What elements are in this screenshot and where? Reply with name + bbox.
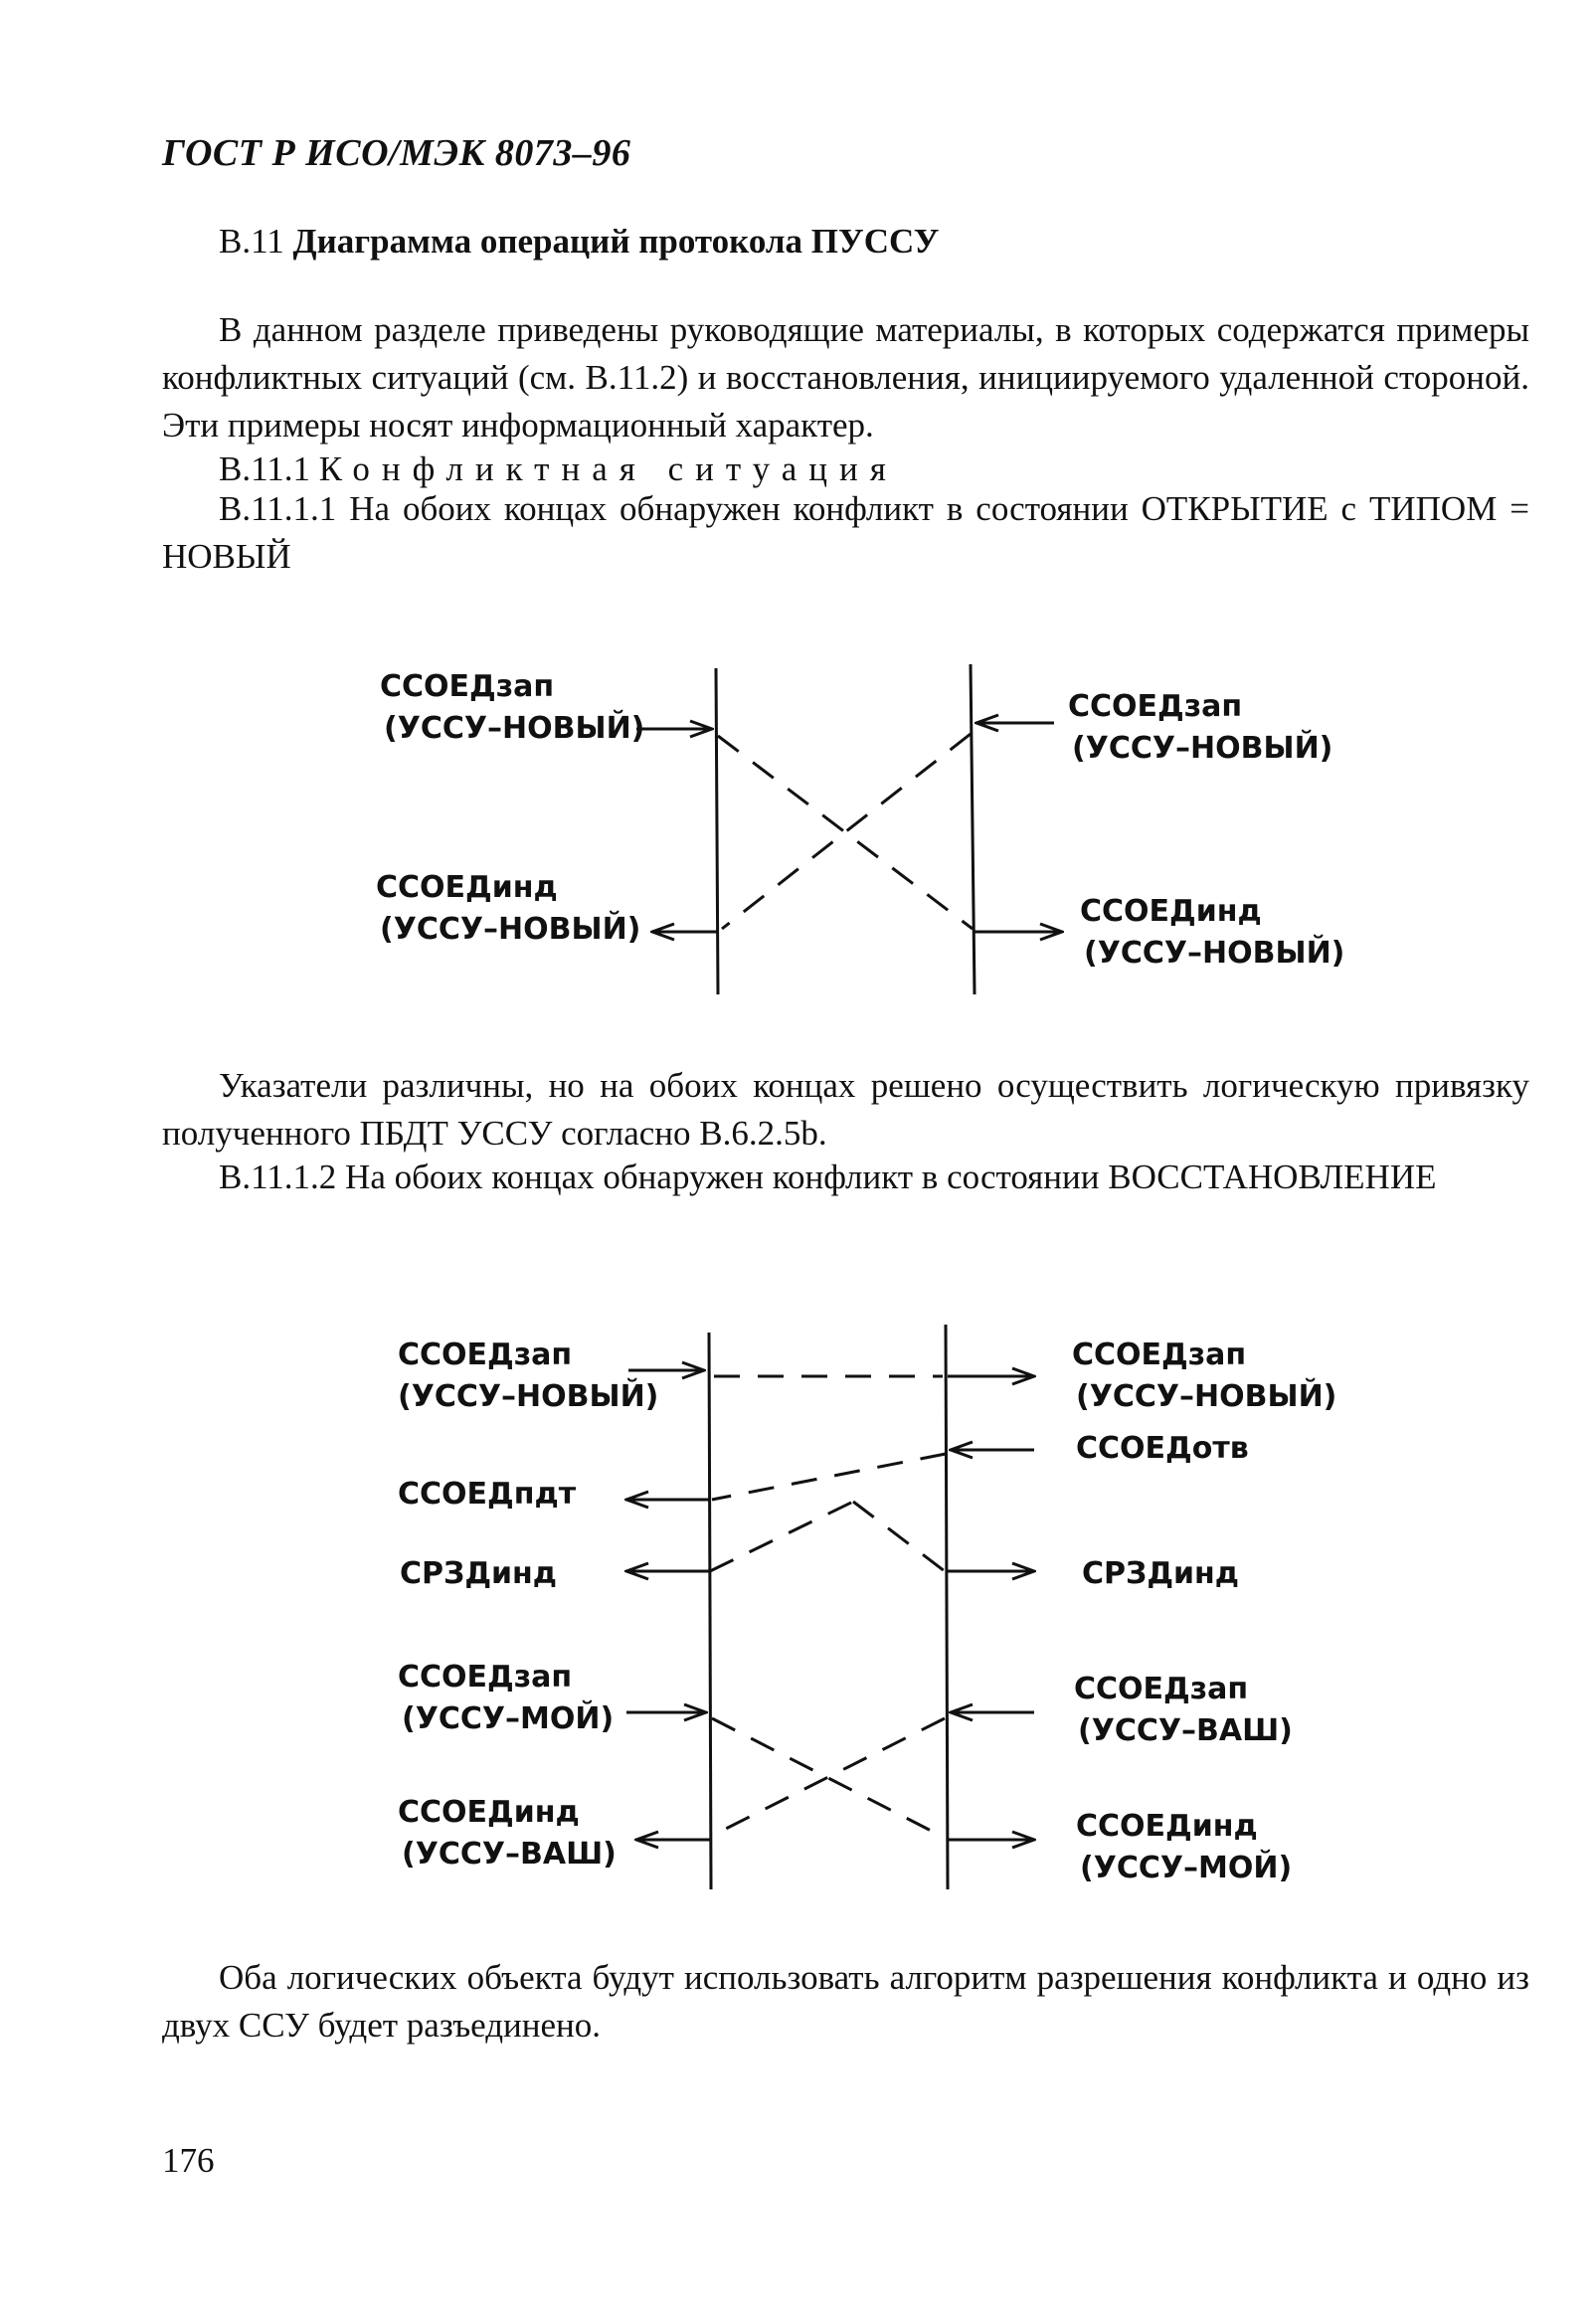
timeline-left — [716, 668, 718, 994]
d1-right-top-l2: (УССУ–НОВЫЙ) — [1072, 731, 1333, 766]
document-header: ГОСТ Р ИСО/МЭК 8073–96 — [162, 132, 631, 174]
section-number: B.11 — [219, 222, 284, 261]
section-title: Диаграмма операций протокола ПУССУ — [292, 222, 940, 261]
d2-right5-l1: ССОЕДинд — [1076, 1809, 1258, 1844]
d2-left1-l2: (УССУ–НОВЫЙ) — [398, 1379, 659, 1414]
d1-right-bottom-l1: ССОЕДинд — [1080, 894, 1262, 929]
d1-left-top-l2: (УССУ–НОВЫЙ) — [384, 711, 645, 746]
d2-left3: СРЗДинд — [400, 1556, 558, 1591]
d2-timeline-right — [946, 1325, 948, 1889]
d2-dash-row2 — [712, 1454, 946, 1500]
d2-right3: СРЗДинд — [1082, 1556, 1240, 1591]
d1-left-top-l1: ССОЕДзап — [380, 669, 555, 704]
d2-timeline-left — [709, 1333, 711, 1889]
subsection-title: Конфликтная ситуация — [318, 449, 898, 488]
diagram-2 — [626, 1325, 1034, 1889]
timeline-right — [971, 664, 975, 994]
d2-right1-l2: (УССУ–НОВЫЙ) — [1076, 1379, 1337, 1414]
d2-left4-l2: (УССУ–МОЙ) — [402, 1701, 615, 1736]
conclusion-paragraph: Оба логических объекта будут использовать алгоритм разрешения конфликта и одно из двух ССУ будет разъединено. — [162, 1958, 1529, 2045]
d2-left1-l1: ССОЕДзап — [398, 1338, 573, 1372]
intro-paragraph: В данном разделе приведены руководящие материалы, в которых содержатся примеры конфликтных ситуаций (см. B.11.2) и восстановления, инициируемого удаленной стороной. Эти примеры носят информационный характер. — [162, 310, 1529, 445]
d2-left4-l1: ССОЕДзап — [398, 1660, 573, 1695]
d2-left5-l2: (УССУ–ВАШ) — [402, 1837, 617, 1872]
page-number: 176 — [162, 2141, 215, 2180]
clause-b-11-1-1: B.11.1.1 На обоих концах обнаружен конфликт в состоянии ОТКРЫТИЕ с ТИПОМ = НОВЫЙ — [162, 489, 1529, 576]
after-diagram-1: Указатели различны, но на обоих концах решено осуществить логическую привязку полученного ПБДТ УССУ согласно B.6.2.5b. — [162, 1066, 1529, 1153]
d2-right2: ССОЕДотв — [1076, 1431, 1249, 1466]
d2-dash-row3b — [853, 1502, 945, 1571]
subsection-number: B.11.1 — [219, 449, 311, 488]
d2-dash-cross1 — [712, 1718, 945, 1838]
clause-b-11-1-2: B.11.1.2 На обоих концах обнаружен конфликт в состоянии ВОССТАНОВЛЕНИЕ — [219, 1158, 1437, 1196]
d2-dash-cross2 — [712, 1718, 945, 1836]
d1-right-top-l1: ССОЕДзап — [1068, 689, 1243, 724]
d2-dash-row3a — [710, 1502, 853, 1571]
d2-left5-l1: ССОЕДинд — [398, 1795, 580, 1830]
d1-left-bottom-l1: ССОЕДинд — [376, 870, 558, 905]
d1-right-bottom-l2: (УССУ–НОВЫЙ) — [1084, 936, 1345, 971]
d2-right1-l1: ССОЕДзап — [1072, 1338, 1247, 1372]
d1-left-bottom-l2: (УССУ–НОВЫЙ) — [380, 912, 641, 947]
dashed-cross-1 — [718, 736, 973, 929]
d2-right4-l1: ССОЕДзап — [1074, 1672, 1249, 1706]
d2-left2: ССОЕДпдт — [398, 1477, 577, 1512]
d2-right4-l2: (УССУ–ВАШ) — [1078, 1713, 1293, 1748]
d2-right5-l2: (УССУ–МОЙ) — [1080, 1851, 1293, 1885]
